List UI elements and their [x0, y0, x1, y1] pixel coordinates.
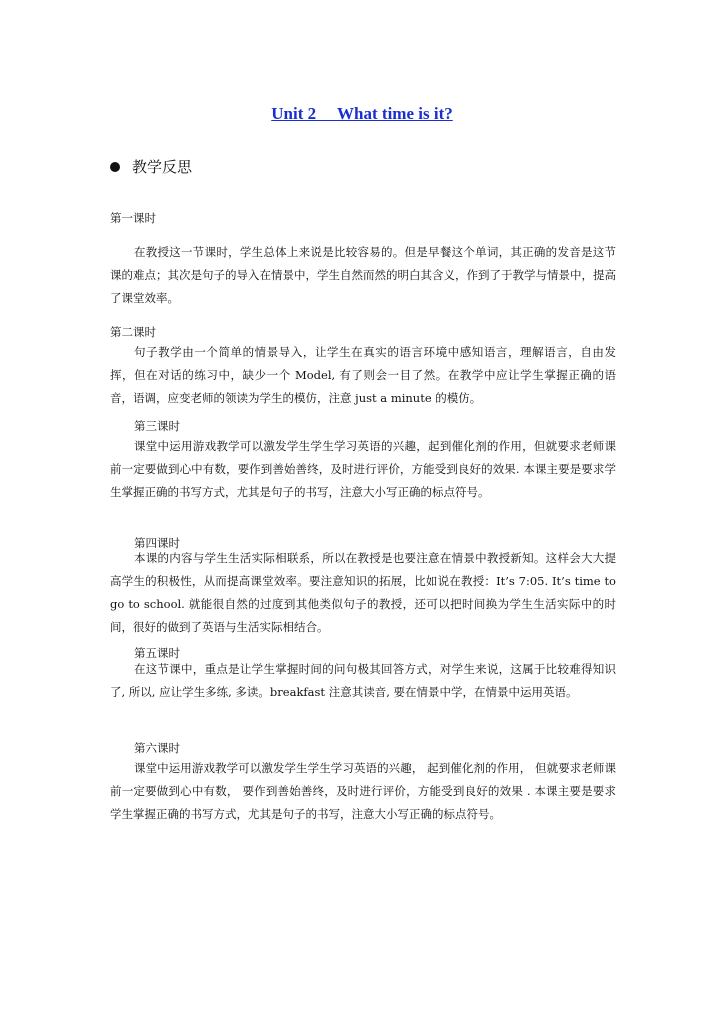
- lesson-3-label: 第三课时: [134, 419, 180, 433]
- lesson-2-text: 句子教学由一个简单的情景导入，让学生在真实的语言环境中感知语言，理解语言，自由发挥，但在对话的练习中，缺少一个 Model, 有了则会一目了然。在教学中应让学生掌握正确的语音，语调，应变老师的领读为学生的模仿，注意 just a minute 的模仿。: [110, 345, 616, 405]
- lesson-4-text: 本课的内容与学生生活实际相联系，所以在教授是也要注意在情景中教授新知。这样会大大提高学生的积极性，从而提高课堂效率。要注意知识的拓展，比如说在教授：It’s 7:05. It’s time to go to school. 就能很自然的过度到其他类似句子的教授，还可以把时间换为学生生活实际中的时间，很好的做到了英语与生活实际相结合。: [110, 551, 616, 634]
- page-title: Unit 2 What time is it?: [271, 104, 453, 123]
- section-heading: [110, 156, 192, 177]
- lesson-1-text: 在教授这一节课时，学生总体上来说是比较容易的。但是早餐这个单词，其正确的发音是这节课的难点；其次是句子的导入在情景中，学生自然而然的明白其含义，作到了于教学与情景中，提高了课堂效率。: [110, 245, 616, 305]
- lesson-1-label: 第一课时: [110, 211, 156, 225]
- bullet-icon: [110, 162, 120, 172]
- lesson-6-text: 课堂中运用游戏教学可以激发学生学生学习英语的兴趣， 起到催化剂的作用， 但就要求老师课前一定要做到心中有数， 要作到善始善终，及时进行评价，方能受到良好的效果 . 本课主要是要求学生掌握正确的书写方式，尤其是句子的书写，注意大小写正确的标点符号。: [110, 761, 616, 821]
- lesson-5-label: 第五课时: [134, 646, 180, 660]
- lesson-4-label: 第四课时: [134, 536, 180, 550]
- lesson-3-text: 课堂中运用游戏教学可以激发学生学生学习英语的兴趣，起到催化剂的作用，但就要求老师课前一定要做到心中有数，要作到善始善终，及时进行评价，方能受到良好的效果. 本课主要是要求学生掌握正确的书写方式，尤其是句子的书写，注意大小写正确的标点符号。: [110, 439, 616, 499]
- section-heading-text: 教学反思: [132, 158, 193, 176]
- lesson-5-text: 在这节课中，重点是让学生掌握时间的问句极其回答方式，对学生来说，这属于比较难得知识了, 所以, 应让学生多练, 多读。breakfast 注意其读音, 要在情景中学，在情景中运用英语。: [110, 662, 616, 699]
- lesson-6-label: 第六课时: [134, 741, 180, 755]
- lesson-2-label: 第二课时: [110, 325, 156, 339]
